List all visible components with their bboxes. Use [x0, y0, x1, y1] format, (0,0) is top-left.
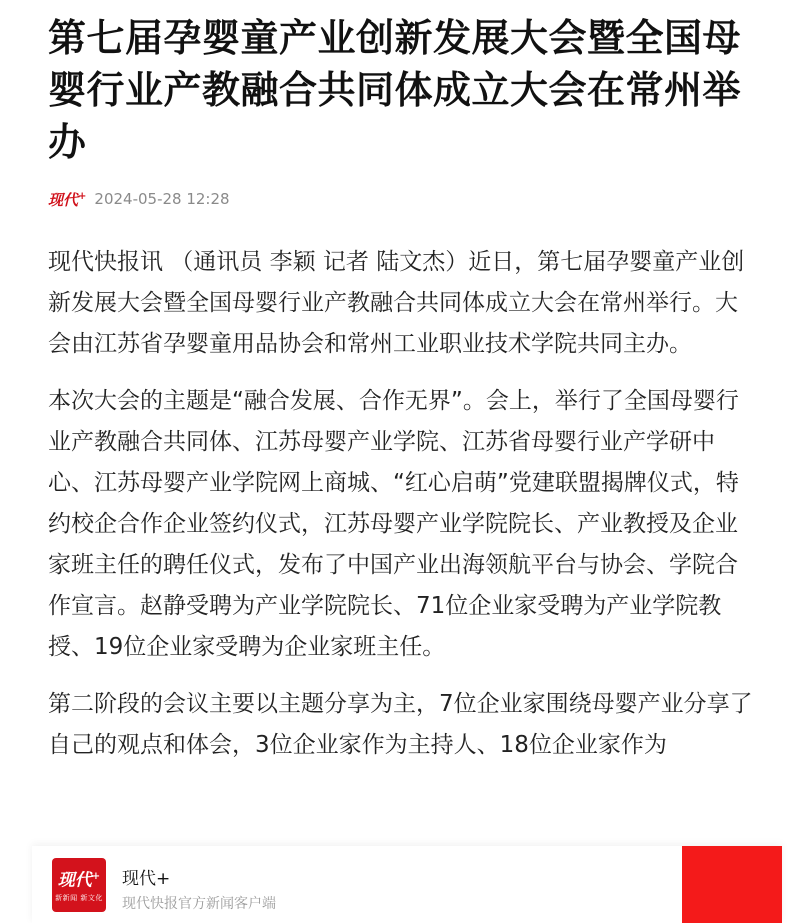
article-title: 第七届孕婴童产业创新发展大会暨全国母婴行业产教融合共同体成立大会在常州举办 [48, 16, 742, 164]
article-paragraph: 第二阶段的会议主要以主题分享为主，7位企业家围绕母婴产业分享了自己的观点和体会，3位企业家作为主持人、18位企业家作为 [48, 691, 753, 758]
app-description: 现代快报官方新闻客户端 [122, 896, 276, 912]
app-logo-text-wrap [52, 858, 106, 892]
source-logo-mark: + [78, 190, 87, 202]
source-logo-text: 现代 [48, 190, 79, 209]
app-logo-mark: + [91, 871, 101, 882]
app-name: 现代+ [122, 869, 171, 889]
article-paragraph: 现代快报讯 （通讯员 李颖 记者 陆文杰）近日，第七届孕婴童产业创新发展大会暨全国母婴行业产教融合共同体成立大会在常州举行。大会由江苏省孕婴童用品协会和常州工业职业技术学院共同主办。 [48, 249, 745, 357]
source-logo [48, 189, 86, 210]
publish-time: 2024-05-28 12:28 [94, 190, 230, 208]
article-paragraph: 本次大会的主题是“融合发展、合作无界”。会上，举行了全国母婴行业产教融合共同体、江苏母婴产业学院、江苏省母婴行业产学研中心、江苏母婴产业学院网上商城、“红心启萌”党建联盟揭牌仪式，特约校企合作企业签约仪式，江苏母婴产业学院院长、产业教授及企业家班主任的聘任仪式，发布了中国产业出海领航平台与协会、学院合作宣言。赵静受聘为产业学院院长、71位企业家受聘为产业学院教授、19位企业家受聘为企业家班主任。 [48, 388, 739, 660]
app-download-banner[interactable] [32, 846, 782, 923]
article [48, 12, 760, 782]
app-logo-icon [52, 858, 106, 912]
article-body [48, 242, 760, 766]
article-meta [48, 188, 760, 210]
open-app-button[interactable] [682, 846, 782, 923]
app-logo-text: 现代 [57, 870, 92, 891]
app-logo-subtext: 新新闻 新文化 [55, 893, 103, 902]
